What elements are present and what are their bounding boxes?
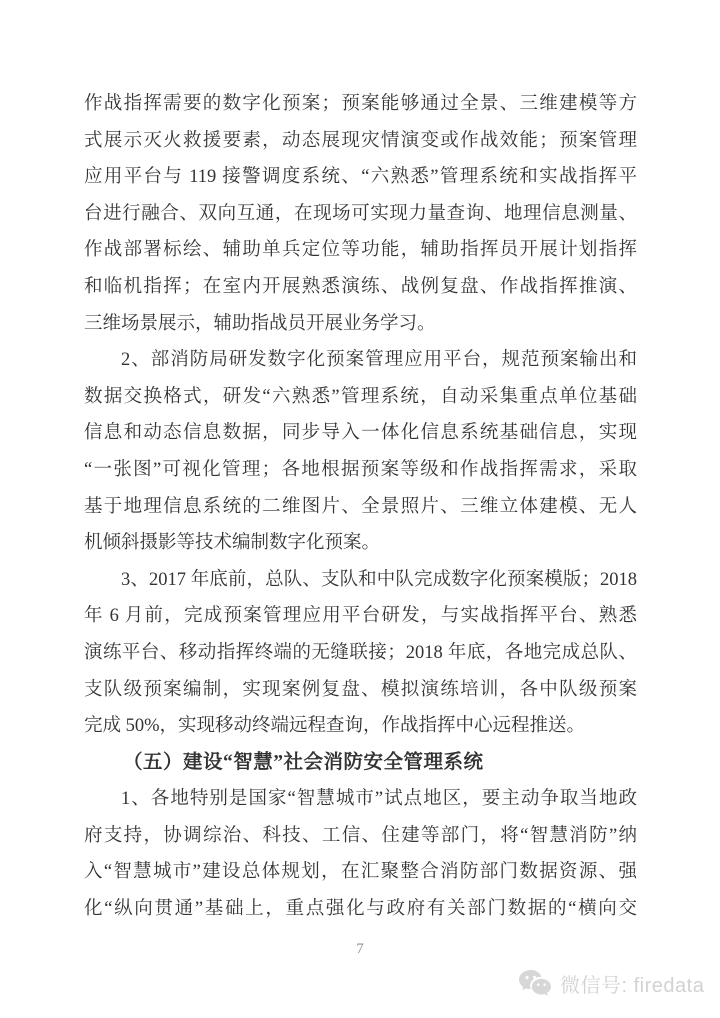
text-line: 1、各地特别是国家“智慧城市”试点地区，要主动争取当地政: [121, 789, 637, 810]
text-line: 数据交换格式，研发“六熟悉”管理系统，自动采集重点单位基础: [84, 386, 637, 407]
text-line: 府支持，协调综治、科技、工信、住建等部门，将“智慧消防”纳: [84, 825, 637, 846]
section-heading: （五）建设“智慧”社会消防安全管理系统: [123, 751, 484, 773]
text-line: 入“智慧城市”建设总体规划，在汇聚整合消防部门数据资源、强: [84, 862, 637, 883]
text-line: 完成 50%，实现移动终端远程查询，作战指挥中心远程推送。: [84, 716, 586, 737]
page-number: 7: [356, 941, 364, 957]
text-line: 式展示灭火救援要素，动态展现灾情演变或作战效能；预案管理: [84, 130, 637, 151]
watermark: [518, 968, 704, 998]
text-line: 2、部消防局研发数字化预案管理应用平台，规范预案输出和: [121, 350, 637, 371]
text-line: 和临机指挥；在室内开展熟悉演练、战例复盘、作战指挥推演、: [84, 276, 637, 297]
text-line: 基于地理信息系统的二维图片、全景照片、三维立体建模、无人: [84, 496, 637, 517]
text-line: 应用平台与 119 接警调度系统、“六熟悉”管理系统和实战指挥平: [84, 167, 637, 188]
wechat-icon: [518, 968, 552, 998]
text-line: “一张图”可视化管理；各地根据预案等级和作战指挥需求，采取: [84, 459, 637, 480]
text-line: 三维场景展示，辅助指战员开展业务学习。: [84, 313, 436, 334]
text-line: 演练平台、移动指挥终端的无缝联接；2018 年底，各地完成总队、: [84, 642, 637, 663]
text-line: 化“纵向贯通”基础上，重点强化与政府有关部门数据的“横向交: [84, 899, 637, 920]
document-body: [84, 86, 637, 928]
text-line: 台进行融合、双向互通，在现场可实现力量查询、地理信息测量、: [84, 203, 637, 224]
text-line: 作战指挥需要的数字化预案；预案能够通过全景、三维建模等方: [84, 94, 637, 114]
text-line: 3、2017 年底前，总队、支队和中队完成数字化预案模版；2018: [121, 569, 637, 590]
text-line: 信息和动态信息数据，同步导入一体化信息系统基础信息，实现: [84, 423, 637, 444]
watermark-text: 微信号: firedata: [560, 974, 705, 997]
text-line: 作战部署标绘、辅助单兵定位等功能，辅助指挥员开展计划指挥: [84, 240, 637, 261]
text-line: 机倾斜摄影等技术编制数字化预案。: [84, 533, 381, 554]
text-line: 年 6 月前，完成预案管理应用平台研发，与实战指挥平台、熟悉: [84, 606, 637, 627]
text-line: 支队级预案编制，实现案例复盘、模拟演练培训，各中队级预案: [84, 679, 637, 700]
